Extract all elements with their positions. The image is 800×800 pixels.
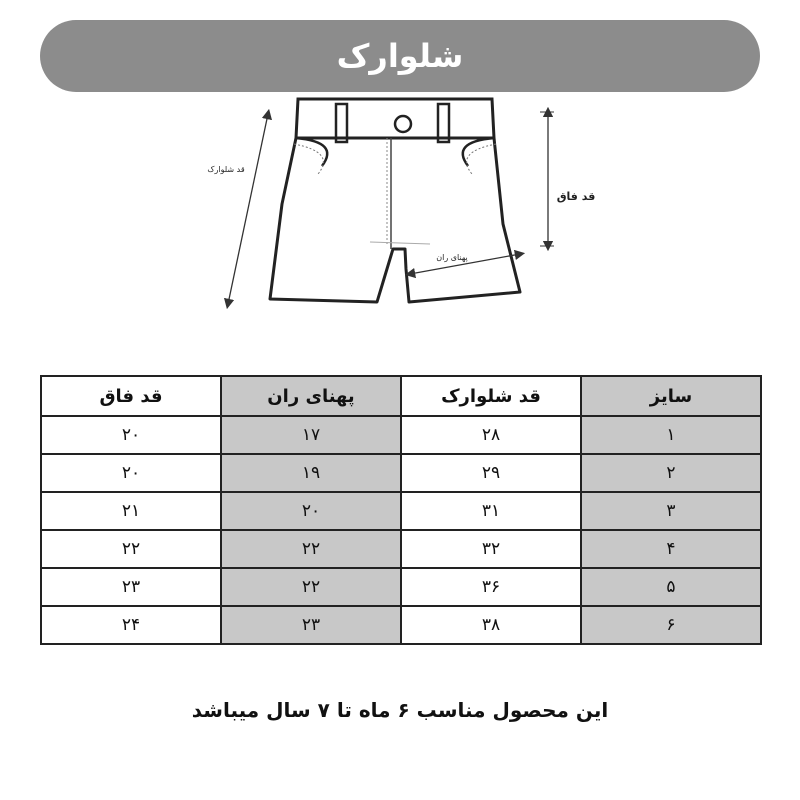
table-row xyxy=(41,606,761,644)
button xyxy=(395,116,411,132)
pocket-right xyxy=(463,138,494,166)
table-row xyxy=(41,530,761,568)
cell-length: ۳۶ xyxy=(401,568,581,606)
cell-thigh: ۲۲ xyxy=(221,530,401,568)
cell-rise: ۲۳ xyxy=(41,568,221,606)
length-label: قد شلوارک xyxy=(207,165,245,174)
cell-length: ۳۸ xyxy=(401,606,581,644)
cell-length: ۲۹ xyxy=(401,454,581,492)
shorts-measurement-diagram xyxy=(190,94,620,316)
cell-length: ۳۲ xyxy=(401,530,581,568)
cell-size: ۳ xyxy=(581,492,761,530)
table-header-row xyxy=(41,376,761,416)
shorts-illustration xyxy=(190,94,620,316)
cell-size: ۶ xyxy=(581,606,761,644)
header-length: قد شلوارک xyxy=(401,376,581,416)
cell-size: ۴ xyxy=(581,530,761,568)
cell-rise: ۲۰ xyxy=(41,416,221,454)
belt-loop-left xyxy=(336,104,347,142)
cell-length: ۲۸ xyxy=(401,416,581,454)
header-thigh: پهنای ران xyxy=(221,376,401,416)
table-row xyxy=(41,454,761,492)
table-row xyxy=(41,568,761,606)
belt-loop-right xyxy=(438,104,449,142)
waistband xyxy=(296,99,494,138)
cell-thigh: ۱۷ xyxy=(221,416,401,454)
cell-length: ۳۱ xyxy=(401,492,581,530)
rise-label: قد فاق xyxy=(556,190,596,203)
pocket-left xyxy=(296,138,327,166)
cell-thigh: ۲۳ xyxy=(221,606,401,644)
thigh-label: پهنای ران xyxy=(436,253,468,262)
cell-rise: ۲۴ xyxy=(41,606,221,644)
size-table xyxy=(40,375,762,645)
table-row xyxy=(41,492,761,530)
cell-size: ۲ xyxy=(581,454,761,492)
cell-rise: ۲۰ xyxy=(41,454,221,492)
shorts-body xyxy=(270,138,520,302)
header-rise: قد فاق xyxy=(41,376,221,416)
table-row xyxy=(41,416,761,454)
cell-size: ۱ xyxy=(581,416,761,454)
cell-thigh: ۲۰ xyxy=(221,492,401,530)
length-arrow xyxy=(228,114,268,304)
header-size: سایز xyxy=(581,376,761,416)
cell-thigh: ۲۲ xyxy=(221,568,401,606)
page-title: شلوارک xyxy=(336,37,464,75)
cell-rise: ۲۱ xyxy=(41,492,221,530)
cell-thigh: ۱۹ xyxy=(221,454,401,492)
age-range-note: این محصول مناسب ۶ ماه تا ۷ سال میباشد xyxy=(191,698,609,722)
cell-rise: ۲۲ xyxy=(41,530,221,568)
cell-size: ۵ xyxy=(581,568,761,606)
title-banner xyxy=(40,20,760,92)
